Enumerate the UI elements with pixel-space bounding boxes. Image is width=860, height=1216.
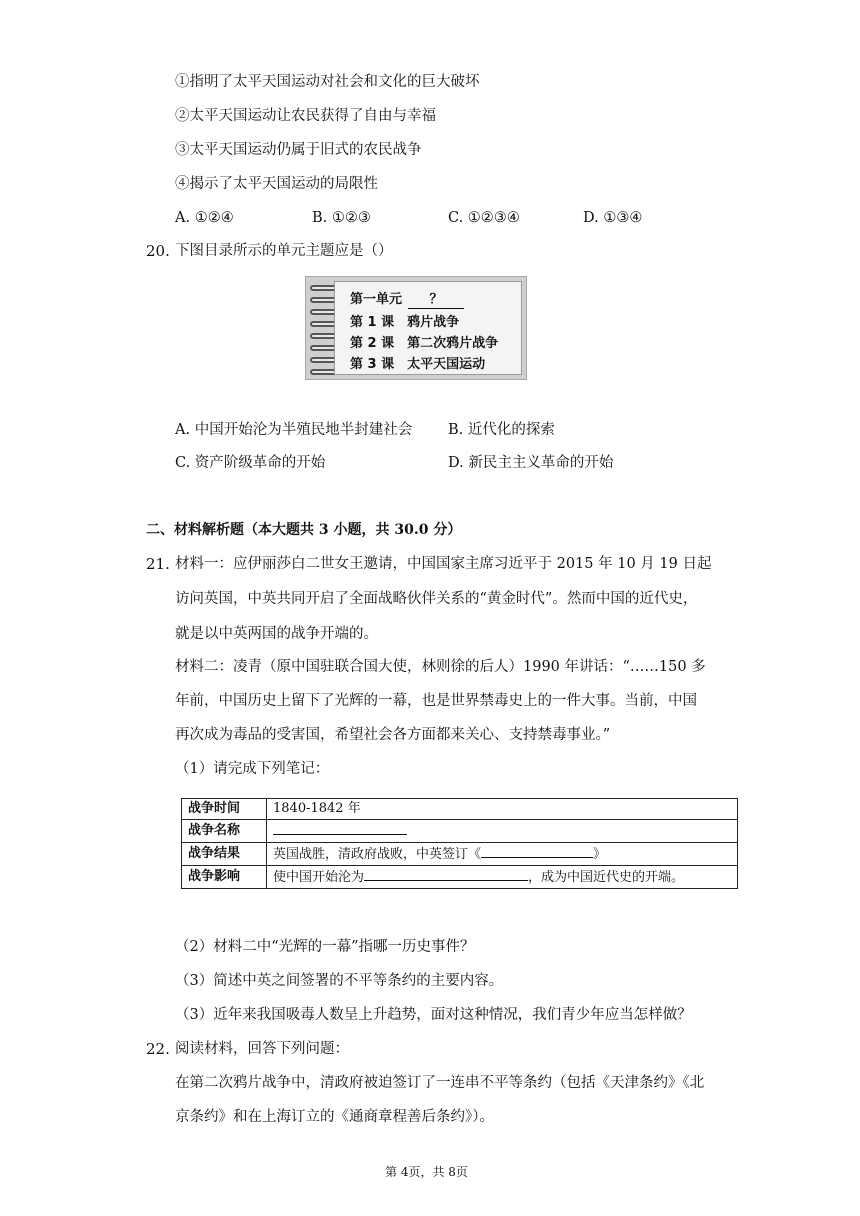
table-row xyxy=(182,866,738,889)
q20-option-d: D. 新民主主义革命的开始 xyxy=(448,455,614,471)
q19-option-d: D. ①③④ xyxy=(583,210,643,226)
q19-statement-2: ②太平天国运动让农民获得了自由与幸福 xyxy=(175,108,436,124)
q21-material1-line1: 材料一：应伊丽莎白二世女王邀请，中国国家主席习近平于 2015 年 10 月 19 日起 xyxy=(175,556,712,572)
table-row xyxy=(182,820,738,843)
q22-number: 22. xyxy=(146,1040,170,1058)
q21-material2-line1: 材料二：凌青（原中国驻联合国大使，林则徐的后人）1990 年讲话：“……150 多 xyxy=(175,659,706,675)
q19-option-a: A. ①②④ xyxy=(175,210,234,226)
q21-material2-line3: 再次成为毒品的受害国，希望社会各方面都来关心、支持禁毒事业。” xyxy=(175,727,611,743)
q21-material2-line2: 年前，中国历史上留下了光辉的一幕，也是世界禁毒史上的一件大事。当前，中国 xyxy=(175,693,697,709)
war-result-text: 英国战胜，清政府战败，中英签订《 xyxy=(273,847,482,862)
q21-sub1: （1）请完成下列笔记： xyxy=(175,761,330,777)
war-name-blank[interactable] xyxy=(273,820,407,835)
q22-material-line2: 京条约》和在上海订立的《通商章程善后条约》）。 xyxy=(175,1109,494,1125)
q19-option-b: B. ①②③ xyxy=(312,210,371,226)
q21-sub3: （3）简述中英之间签署的不平等条约的主要内容。 xyxy=(175,973,504,989)
q20-number: 20. xyxy=(146,242,170,260)
notebook-unit-blank: ？ xyxy=(408,292,464,309)
notebook-unit-label: 第一单元 xyxy=(350,292,403,307)
q21-sub4: （3）近年来我国吸毒人数呈上升趋势，面对这种情况，我们青少年应当怎样做？ xyxy=(175,1007,692,1023)
q21-sub2: （2）材料二中“光辉的一幕”指哪一历史事件？ xyxy=(175,939,475,955)
page-footer: 第 4页，共 8页 xyxy=(385,1165,468,1179)
q19-option-c: C. ①②③④ xyxy=(448,210,520,226)
notebook-lesson-2: 第 2 课 第二次鸦片战争 xyxy=(350,336,499,351)
q20-option-c: C. 资产阶级革命的开始 xyxy=(175,455,326,471)
war-time-value: 1840-1842 年 xyxy=(273,801,361,816)
table-head: 战争影响 xyxy=(182,866,267,889)
q20-notebook-image xyxy=(305,276,527,380)
q21-material1-line3: 就是以中英两国的战争开端的。 xyxy=(175,626,378,642)
notebook-page xyxy=(334,281,522,375)
table-head: 战争时间 xyxy=(182,799,267,820)
table-cell xyxy=(267,799,738,820)
war-impact-after: ，成为中国近代史的开端。 xyxy=(528,870,685,885)
table-head: 战争结果 xyxy=(182,843,267,866)
notebook-lesson-3: 第 3 课 太平天国运动 xyxy=(350,357,486,372)
q21-material1-line2: 访问英国，中英共同开启了全面战略伙伴关系的“黄金时代”。然而中国的近代史， xyxy=(175,591,698,607)
q20-option-a: A. 中国开始沦为半殖民地半封建社会 xyxy=(175,422,413,438)
society-type-blank[interactable] xyxy=(364,866,528,881)
notebook-unit-line xyxy=(350,292,464,309)
table-row xyxy=(182,843,738,866)
q21-notes-table xyxy=(181,798,738,889)
table-cell xyxy=(267,866,738,889)
war-result-close: 》 xyxy=(593,847,607,862)
table-head: 战争名称 xyxy=(182,820,267,843)
q20-stem: 下图目录所示的单元主题应是（） xyxy=(175,243,393,259)
q22-stem: 阅读材料，回答下列问题： xyxy=(175,1041,349,1057)
table-cell xyxy=(267,820,738,843)
table-cell xyxy=(267,843,738,866)
notebook-lesson-1: 第 1 课 鸦片战争 xyxy=(350,315,460,330)
table-row xyxy=(182,799,738,820)
q21-number: 21. xyxy=(146,555,170,573)
war-impact-text: 使中国开始沦为 xyxy=(273,870,365,885)
q19-statement-4: ④揭示了太平天国运动的局限性 xyxy=(175,176,378,192)
q20-option-b: B. 近代化的探索 xyxy=(448,422,555,438)
q22-material-line1: 在第二次鸦片战争中，清政府被迫签订了一连串不平等条约（包括《天津条约》《北 xyxy=(175,1075,705,1091)
treaty-name-blank[interactable] xyxy=(481,843,593,858)
section-heading: 二、材料解析题（本大题共 3 小题，共 30.0 分） xyxy=(146,522,462,538)
q19-statement-1: ①指明了太平天国运动对社会和文化的巨大破坏 xyxy=(175,74,480,90)
q19-statement-3: ③太平天国运动仍属于旧式的农民战争 xyxy=(175,142,422,158)
